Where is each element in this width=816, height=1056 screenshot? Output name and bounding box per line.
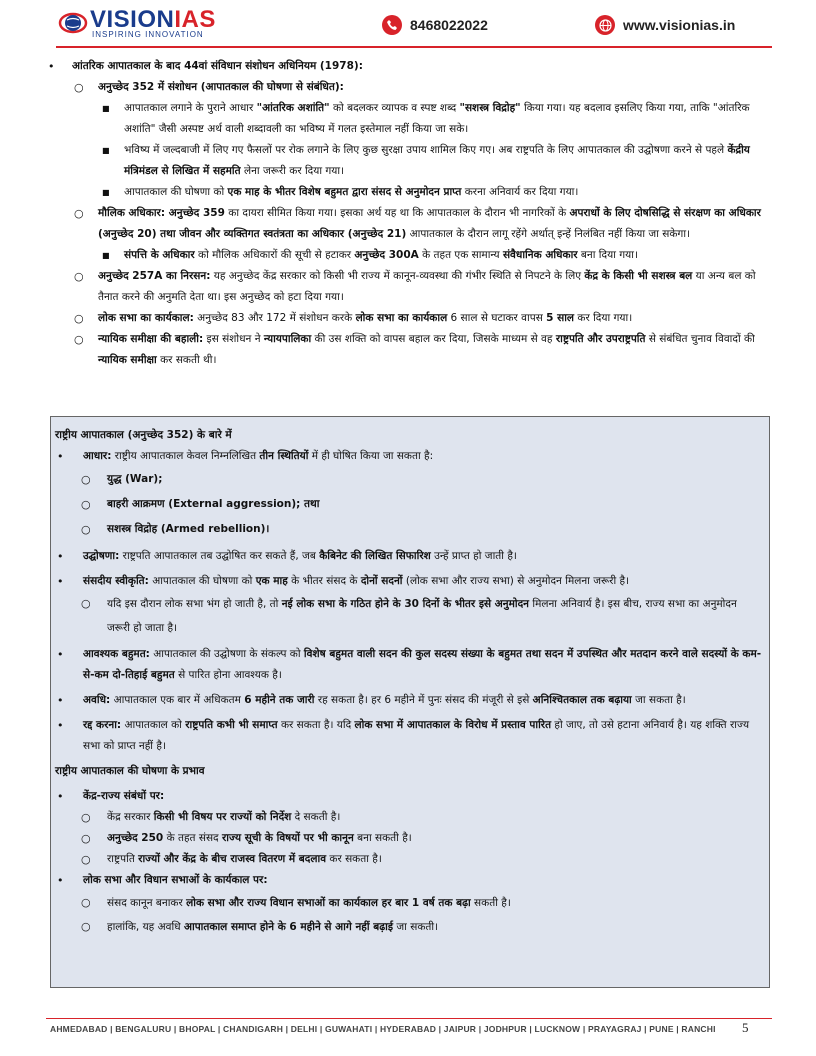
list-item <box>46 56 772 77</box>
list-item: ○ मौलिक अधिकार: अनुच्छेद 359 का दायरा सीमित किया गया। इसका अर्थ यह था कि आपातकाल के दौरान भी नागरिकों के अपराधों के लिए दोषसिद्धि से संरक्षण का अधिकार (अनुच्छेद 20) तथा जीवन और व्यक्तिगत स्वतंत्रता का अधिकार (अनुच्छेद 21) आपातकाल के दौरान लागू रहेंगे अर्थात् इन्हें निलंबित नहीं किया जा सकेगा। <box>46 203 772 245</box>
bullet-icon: • <box>57 790 64 803</box>
circle-bullet-icon: ○ <box>81 597 91 610</box>
list-item: ○ अनुच्छेद 257A का निरसन: यह अनुच्छेद केंद्र सरकार को किसी भी राज्य में कानून-व्यवस्था की गंभीर स्थिति से निपटने के लिए केंद्र के किसी भी सशस्त्र बल या अन्य बल को तैनात करने की अनुमति देता था। इस अनुच्छेद को हटा दिया गया। <box>46 266 772 308</box>
square-bullet-icon: ■ <box>102 146 110 155</box>
list-item: ■ आपातकाल की घोषणा को एक माह के भीतर विशेष बहुमत द्वारा संसद से अनुमोदन प्राप्त करना अनिवार्य कर दिया गया। <box>46 182 772 203</box>
phone-icon <box>382 15 402 35</box>
circle-bullet-icon: ○ <box>74 270 84 283</box>
website-url: www.visionias.in <box>623 17 736 33</box>
list-item: ○ संसद कानून बनाकर लोक सभा और राज्य विधान सभाओं का कार्यकाल हर बार 1 वर्ष तक बढ़ा सकती है। <box>55 891 763 915</box>
subsection-heading: अनुच्छेद 352 में संशोधन (आपातकाल की घोषणा से संबंधित): <box>98 81 344 93</box>
main-content <box>46 56 772 371</box>
header-divider <box>56 46 772 48</box>
bullet-icon: • <box>57 694 64 707</box>
circle-bullet-icon: ○ <box>81 896 91 909</box>
footer-cities: AHMEDABAD | BENGALURU | BHOPAL | CHANDIGARH | DELHI | GUWAHATI | HYDERABAD | JAIPUR | JODHPUR | LUCKNOW | PRAYAGRAJ | PUNE | RANCHI <box>50 1024 716 1034</box>
bullet-icon: • <box>57 550 64 563</box>
list-item: ○ राष्ट्रपति राज्यों और केंद्र के बीच राजस्व वितरण में बदलाव कर सकता है। <box>55 849 763 870</box>
visionias-logo[interactable] <box>58 6 228 42</box>
phone-number: 8468022022 <box>410 17 488 33</box>
list-item: • आधार: राष्ट्रीय आपातकाल केवल निम्नलिखित तीन स्थितियों में ही घोषित किया जा सकता है: <box>55 446 763 467</box>
logo-text: VISIONIAS <box>90 6 216 33</box>
list-item: • संसदीय स्वीकृति: आपातकाल की घोषणा को एक माह के भीतर संसद के दोनों सदनों (लोक सभा और राज्य सभा) से अनुमोदन मिलना जरूरी है। <box>55 571 763 592</box>
website-link[interactable] <box>595 14 735 36</box>
list-item: ○ सशस्त्र विद्रोह (Armed rebellion)। <box>55 517 763 542</box>
section-heading: आंतरिक आपातकाल के बाद 44वां संविधान संशोधन अधिनियम (1978): <box>72 60 363 72</box>
list-item: ○ केंद्र सरकार किसी भी विषय पर राज्यों को निर्देश दे सकती है। <box>55 807 763 828</box>
effects-heading: राष्ट्रीय आपातकाल की घोषणा के प्रभाव <box>55 765 205 777</box>
phone-contact[interactable] <box>382 14 488 36</box>
list-item: ■ भविष्य में जल्दबाजी में लिए गए फैसलों पर रोक लगाने के लिए कुछ सुरक्षा उपाय शामिल किए गए। अब राष्ट्रपति के लिए आपातकाल की उद्घोषणा करने से पहले केंद्रीय मंत्रिमंडल से लिखित में सहमति लेना जरूरी कर दिया गया। <box>46 140 772 182</box>
list-item: ○ हालांकि, यह अवधि आपातकाल समाप्त होने के 6 महीने से आगे नहीं बढ़ाई जा सकती। <box>55 915 763 939</box>
bullet-icon: • <box>57 450 64 463</box>
box-title: राष्ट्रीय आपातकाल (अनुच्छेद 352) के बारे में <box>55 429 232 441</box>
list-item: ○ लोक सभा का कार्यकाल: अनुच्छेद 83 और 172 में संशोधन करके लोक सभा का कार्यकाल 6 साल से घटाकर वापस 5 साल कर दिया गया। <box>46 308 772 329</box>
circle-bullet-icon: ○ <box>74 333 84 346</box>
bullet-icon: • <box>48 60 55 73</box>
list-item: ○ युद्ध (War); <box>55 467 763 492</box>
list-item: • रद्द करना: आपातकाल को राष्ट्रपति कभी भी समाप्त कर सकता है। यदि लोक सभा में आपातकाल के विरोध में प्रस्ताव पारित हो जाए, तो उसे हटाना अनिवार्य है। यह शक्ति राज्य सभा को प्राप्त नहीं है। <box>55 715 763 757</box>
globe-logo-icon <box>58 8 88 38</box>
circle-bullet-icon: ○ <box>81 853 91 866</box>
list-item: ○ बाहरी आक्रमण (External aggression); तथा <box>55 492 763 517</box>
bullet-icon: • <box>57 575 64 588</box>
list-item: ○ अनुच्छेद 250 के तहत संसद राज्य सूची के विषयों पर भी कानून बना सकती है। <box>55 828 763 849</box>
list-item: • उद्घोषणा: राष्ट्रपति आपातकाल तब उद्घोषित कर सकते हैं, जब कैबिनेट की लिखित सिफारिश उन्हें प्राप्त हो जाती है। <box>55 546 763 567</box>
list-item: • केंद्र-राज्य संबंधों पर: <box>55 786 763 807</box>
list-item: ■ आपातकाल लगाने के पुराने आधार "आंतरिक अशांति" को बदलकर व्यापक व स्पष्ट शब्द "सशस्त्र विद्रोह" किया गया। यह बदलाव इसलिए किया गया, ताकि "आंतरिक अशांति" जैसी अस्पष्ट अर्थ वाली शब्दावली का भविष्य में गलत इस्तेमाल नहीं किया जा सके। <box>46 98 772 140</box>
info-box <box>50 416 770 988</box>
circle-bullet-icon: ○ <box>81 473 91 486</box>
logo-tagline: INSPIRING INNOVATION <box>92 30 204 39</box>
list-item: • अवधि: आपातकाल एक बार में अधिकतम 6 महीने तक जारी रह सकता है। हर 6 महीने में पुनः संसद की मंजूरी से इसे अनिश्चितकाल तक बढ़ाया जा सकता है। <box>55 690 763 711</box>
square-bullet-icon: ■ <box>102 104 110 113</box>
circle-bullet-icon: ○ <box>81 832 91 845</box>
list-item: ■ संपत्ति के अधिकार को मौलिक अधिकारों की सूची से हटाकर अनुच्छेद 300A के तहत एक सामान्य संवैधानिक अधिकार बना दिया गया। <box>46 245 772 266</box>
bullet-icon: • <box>57 874 64 887</box>
circle-bullet-icon: ○ <box>81 523 91 536</box>
list-item: ○ यदि इस दौरान लोक सभा भंग हो जाती है, तो नई लोक सभा के गठित होने के 30 दिनों के भीतर इसे अनुमोदन मिलना अनिवार्य है। इस बीच, राज्य सभा का अनुमोदन जरूरी हो जाता है। <box>55 592 763 640</box>
circle-bullet-icon: ○ <box>81 498 91 511</box>
list-item: • आवश्यक बहुमत: आपातकाल की उद्घोषणा के संकल्प को विशेष बहुमत वाली सदन की कुल सदस्य संख्या के बहुमत तथा सदन में उपस्थित और मतदान करने वाले सदस्यों के कम-से-कम दो-तिहाई बहुमत से पारित होना आवश्यक है। <box>55 644 763 686</box>
page-header <box>0 0 816 48</box>
bullet-icon: • <box>57 719 64 732</box>
circle-bullet-icon: ○ <box>81 920 91 933</box>
square-bullet-icon: ■ <box>102 251 110 260</box>
circle-bullet-icon: ○ <box>81 811 91 824</box>
footer-divider <box>46 1018 772 1019</box>
list-item <box>46 77 772 98</box>
square-bullet-icon: ■ <box>102 188 110 197</box>
circle-bullet-icon: ○ <box>74 81 84 94</box>
globe-icon <box>595 15 615 35</box>
circle-bullet-icon: ○ <box>74 207 84 220</box>
list-item: ○ न्यायिक समीक्षा की बहाली: इस संशोधन ने न्यायपालिका की उस शक्ति को वापस बहाल कर दिया, जिसके माध्यम से वह राष्ट्रपति और उपराष्ट्रपति से संबंधित चुनाव विवादों की न्यायिक समीक्षा कर सकती थी। <box>46 329 772 371</box>
list-item: • लोक सभा और विधान सभाओं के कार्यकाल पर: <box>55 870 763 891</box>
circle-bullet-icon: ○ <box>74 312 84 325</box>
bullet-icon: • <box>57 648 64 661</box>
page-number: 5 <box>742 1020 749 1035</box>
